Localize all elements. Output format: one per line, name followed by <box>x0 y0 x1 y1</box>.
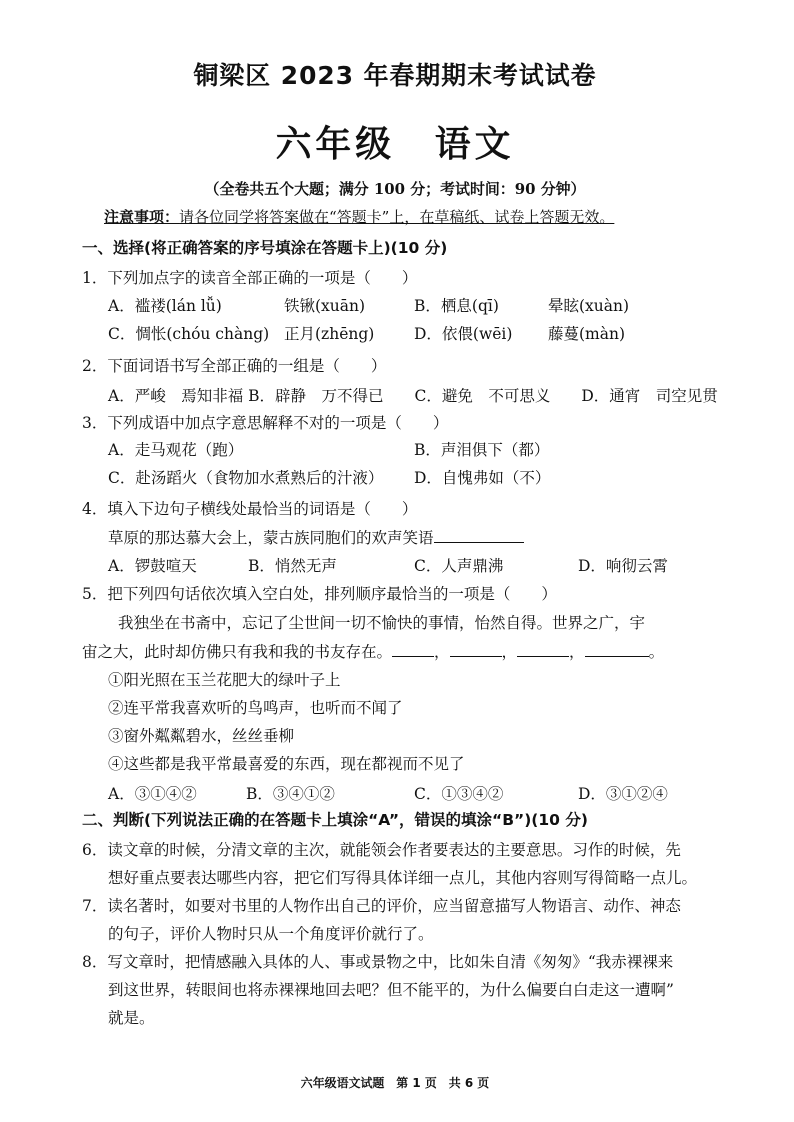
q1-option-c1: C．惆怅(chóu chàng) <box>108 325 270 343</box>
notice-label: 注意事项： <box>104 208 180 226</box>
q5-blank-2 <box>450 642 502 657</box>
q6-line2: 想好重点要表达哪些内容，把它们写得具体详细一点儿，其他内容则写得简略一点儿。 <box>108 869 698 887</box>
q5-passage-line2: 宙之大，此时却仿佛只有我和我的书友存在。 ， ， ， 。 <box>82 643 665 661</box>
q5-stem: 5．把下列四句话依次填入空白处，排列顺序最恰当的一项是（ ） <box>82 585 557 603</box>
q5-option-d: D．③①②④ <box>578 785 668 803</box>
subject-title: 六年级 语文 <box>275 123 515 165</box>
q5-option-b: B．③④①② <box>246 785 335 803</box>
q5-sentence-3: ③窗外粼粼碧水，丝丝垂柳 <box>108 727 295 745</box>
q5-sentence-4: ④这些都是我平常最喜爱的东西，现在都视而不见了 <box>108 755 465 773</box>
notice <box>104 206 614 227</box>
q4-sentence <box>108 526 524 548</box>
q5-blank-3 <box>517 642 569 657</box>
q4-option-b: B．悄然无声 <box>248 557 337 575</box>
q4-option-c: C．人声鼎沸 <box>414 557 504 575</box>
q1-option-b1: B．栖息(qī) <box>414 297 499 315</box>
q7-line2: 的句子，评价人物时只从一个角度评价就行了。 <box>108 925 434 943</box>
q1-option-a2: 铁锹(xuān) <box>284 297 366 315</box>
q5-blank-4 <box>585 642 649 657</box>
q2-stem: 2．下面词语书写全部正确的一组是（ ） <box>82 357 387 375</box>
q5-option-a: A．③①④② <box>108 785 197 803</box>
q5-passage-text: 宙之大，此时却仿佛只有我和我的书友存在。 <box>82 643 393 661</box>
q4-option-a: A．锣鼓喧天 <box>108 557 197 575</box>
q5-sentence-1: ①阳光照在玉兰花肥大的绿叶子上 <box>108 671 341 689</box>
q5-sentence-2: ②连平常我喜欢听的鸟鸣声，也听而不闻了 <box>108 699 403 717</box>
q1-stem: 1．下列加点字的读音全部正确的一项是（ ） <box>82 269 418 287</box>
q8-line3: 就是。 <box>108 1009 155 1027</box>
q1-option-b2: 晕眩(xuàn) <box>548 297 630 315</box>
q1-option-a1: A．褴褛(lán lǚ) <box>108 297 222 315</box>
q1-option-c2: 正月(zhēng) <box>284 325 375 343</box>
q3-option-a: A．走马观花（跑） <box>108 441 244 459</box>
q5-option-c: C．①③④② <box>414 785 504 803</box>
exam-title: 铜梁区 2023 年春期期末考试试卷 <box>193 61 597 90</box>
section-1-title: 一、选择(将正确答案的序号填涂在答题卡上)(10 分) <box>82 239 448 257</box>
q1-option-d2: 藤蔓(màn) <box>548 325 626 343</box>
q3-option-b: B．声泪俱下（都） <box>414 441 550 459</box>
q8-line2: 到这世界，转眼间也将赤裸裸地回去吧？但不能平的，为什么偏要白白走这一遭啊” <box>108 981 674 999</box>
q6-line1: 6．读文章的时候，分清文章的主次，就能领会作者要表达的主要意思。习作的时候，先 <box>82 841 681 859</box>
q7-line1: 7．读名著时，如要对书里的人物作出自己的评价，应当留意描写人物语言、动作、神态 <box>82 897 681 915</box>
q2-options: A．严峻 焉知非福 B．辟静 万不得已 C．避免 不可思义 D．通宵 司空见贯 <box>108 387 718 405</box>
q3-stem: 3．下列成语中加点字意思解释不对的一项是（ ） <box>82 414 449 432</box>
q4-stem: 4．填入下边句子横线处最恰当的词语是（ ） <box>82 500 418 518</box>
q3-option-d: D．自愧弗如（不） <box>414 469 551 487</box>
q4-sentence-text: 草原的那达慕大会上，蒙古族同胞们的欢声笑语 <box>108 529 434 547</box>
q4-option-d: D．响彻云霄 <box>578 557 668 575</box>
q8-line1: 8．写文章时，把情感融入具体的人、事或景物之中，比如朱自清《匆匆》“我赤裸裸来 <box>82 953 674 971</box>
page-footer: 六年级语文试题 第 1 页 共 6 页 <box>300 1076 490 1090</box>
q1-option-d1: D．依偎(wēi) <box>414 325 513 343</box>
q5-blank-1 <box>392 642 434 657</box>
q5-passage-line1: 我独坐在书斋中，忘记了尘世间一切不愉快的事情，怡然自得。世界之广，宇 <box>118 614 646 632</box>
exam-info: （全卷共五个大题；满分 100 分；考试时间：90 分钟） <box>204 180 586 198</box>
section-2-title: 二、判断(下列说法正确的在答题卡上填涂“A”，错误的填涂“B”)(10 分) <box>82 811 588 829</box>
q4-blank <box>434 528 524 543</box>
q3-option-c: C．赴汤蹈火（食物加水煮熟后的汁液） <box>108 469 384 487</box>
notice-text: 请各位同学将答案做在“答题卡”上，在草稿纸、试卷上答题无效。 <box>179 208 615 226</box>
